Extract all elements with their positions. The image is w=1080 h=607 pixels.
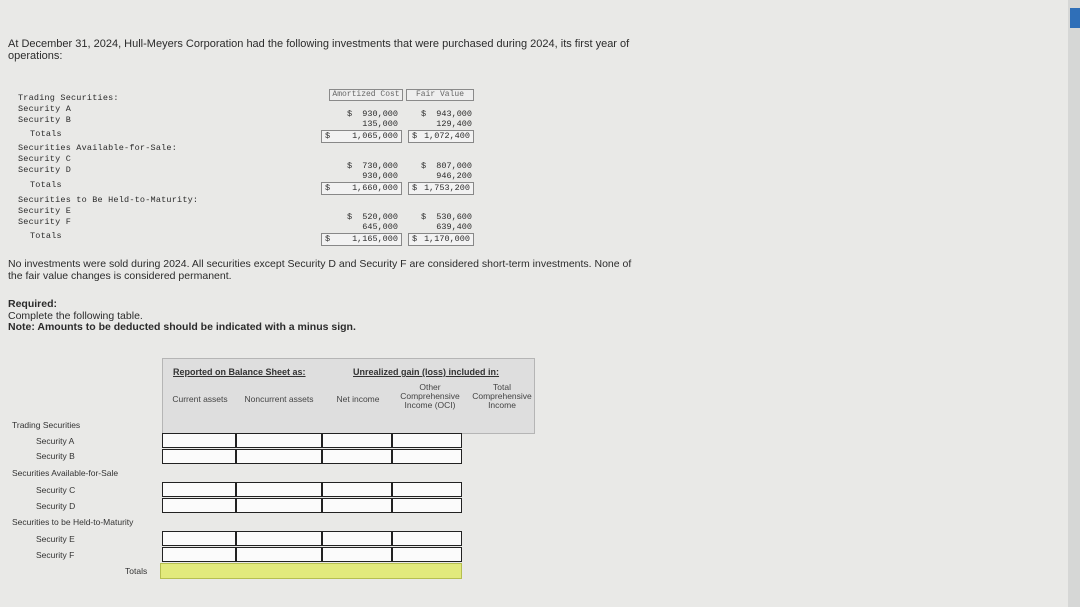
input-security-a-noncurrent-assets[interactable] bbox=[236, 433, 322, 448]
scroll-indicator bbox=[1070, 8, 1080, 28]
afs-totals-label: Totals bbox=[30, 180, 62, 190]
problem-paragraph bbox=[8, 258, 698, 282]
col-net-income: Net income bbox=[336, 394, 380, 404]
security-c-fair: $ 807,000 bbox=[420, 161, 472, 171]
security-d-cost: 930,000 bbox=[362, 171, 398, 181]
security-a-cost: $ 930,000 bbox=[346, 109, 398, 119]
required-instruction: Complete the following table. bbox=[8, 309, 143, 322]
input-security-b-oci[interactable] bbox=[392, 449, 462, 464]
fair-value-header: Fair Value bbox=[406, 89, 474, 101]
group-header-reported: Reported on Balance Sheet as: bbox=[173, 367, 306, 377]
afs-cost-total: $ 1,660,000 bbox=[321, 182, 402, 195]
row-label-security-a: Security A bbox=[36, 436, 75, 446]
input-security-d-oci[interactable] bbox=[392, 498, 462, 513]
trading-fair-total: $ 1,072,400 bbox=[408, 130, 474, 143]
row-label-security-e: Security E bbox=[36, 534, 75, 544]
security-b-label: Security B bbox=[18, 115, 72, 125]
input-security-b-current-assets[interactable] bbox=[162, 449, 236, 464]
input-security-b-net-income[interactable] bbox=[322, 449, 392, 464]
security-f-cost: 645,000 bbox=[362, 222, 398, 232]
security-b-cost: 135,000 bbox=[362, 119, 398, 129]
input-security-f-net-income[interactable] bbox=[322, 547, 392, 562]
row-label-trading: Trading Securities bbox=[12, 420, 81, 430]
intro-line-1: At December 31, 2024, Hull-Meyers Corporation had the following investments that were purchased during 2024, its first year of bbox=[8, 38, 630, 50]
input-security-b-noncurrent-assets[interactable] bbox=[236, 449, 322, 464]
input-security-c-oci[interactable] bbox=[392, 482, 462, 497]
totals-row-bar bbox=[160, 563, 462, 579]
input-security-f-current-assets[interactable] bbox=[162, 547, 236, 562]
required-title: Required: bbox=[8, 298, 58, 310]
paragraph-line-1: No investments were sold during 2024. All securities except Security D and Security F are considered short-term investments. None of bbox=[8, 258, 632, 270]
col-total-ci: Total Comprehensive Income bbox=[472, 382, 532, 410]
group-title-afs: Securities Available-for-Sale: bbox=[18, 143, 178, 153]
problem-intro bbox=[8, 38, 688, 62]
col-oci: Other Comprehensive Income (OCI) bbox=[400, 382, 460, 410]
htm-totals-label: Totals bbox=[30, 231, 62, 241]
row-label-security-c: Security C bbox=[36, 485, 76, 495]
security-f-label: Security F bbox=[18, 217, 72, 227]
input-security-e-current-assets[interactable] bbox=[162, 531, 236, 546]
security-e-cost: $ 520,000 bbox=[346, 212, 398, 222]
security-a-label: Security A bbox=[18, 104, 72, 114]
group-header-unrealized: Unrealized gain (loss) included in: bbox=[353, 367, 500, 377]
security-d-fair: 946,200 bbox=[436, 171, 472, 181]
input-security-d-net-income[interactable] bbox=[322, 498, 392, 513]
input-security-a-current-assets[interactable] bbox=[162, 433, 236, 448]
trading-totals-label: Totals bbox=[30, 129, 62, 139]
htm-cost-total: $ 1,165,000 bbox=[321, 233, 402, 246]
security-b-fair: 129,400 bbox=[436, 119, 472, 129]
intro-line-2: operations: bbox=[8, 50, 63, 62]
input-security-c-current-assets[interactable] bbox=[162, 482, 236, 497]
security-c-cost: $ 730,000 bbox=[346, 161, 398, 171]
group-title-trading: Trading Securities: bbox=[18, 93, 119, 103]
row-label-totals: Totals bbox=[125, 566, 148, 576]
afs-fair-total: $ 1,753,200 bbox=[408, 182, 474, 195]
answer-table-header bbox=[162, 358, 535, 434]
required-note: Note: Amounts to be deducted should be indicated with a minus sign. bbox=[8, 321, 356, 333]
col-current-assets: Current assets bbox=[172, 394, 228, 404]
input-security-e-oci[interactable] bbox=[392, 531, 462, 546]
col-noncurrent-assets: Noncurrent assets bbox=[244, 394, 314, 404]
security-f-fair: 639,400 bbox=[436, 222, 472, 232]
input-security-f-oci[interactable] bbox=[392, 547, 462, 562]
input-security-e-noncurrent-assets[interactable] bbox=[236, 531, 322, 546]
row-label-htm: Securities to be Held-to-Maturity bbox=[12, 517, 134, 527]
security-a-fair: $ 943,000 bbox=[420, 109, 472, 119]
htm-fair-total: $ 1,170,000 bbox=[408, 233, 474, 246]
input-security-a-net-income[interactable] bbox=[322, 433, 392, 448]
row-label-afs: Securities Available-for-Sale bbox=[12, 468, 119, 478]
input-security-c-net-income[interactable] bbox=[322, 482, 392, 497]
trading-cost-total: $ 1,065,000 bbox=[321, 130, 402, 143]
security-e-label: Security E bbox=[18, 206, 72, 216]
amortized-cost-header: Amortized Cost bbox=[329, 89, 403, 101]
answer-table bbox=[10, 358, 533, 580]
required-section bbox=[8, 299, 356, 334]
row-label-security-d: Security D bbox=[36, 501, 76, 511]
group-title-htm: Securities to Be Held-to-Maturity: bbox=[18, 195, 199, 205]
input-security-c-noncurrent-assets[interactable] bbox=[236, 482, 322, 497]
row-label-security-b: Security B bbox=[36, 451, 75, 461]
input-security-f-noncurrent-assets[interactable] bbox=[236, 547, 322, 562]
input-security-e-net-income[interactable] bbox=[322, 531, 392, 546]
security-d-label: Security D bbox=[18, 165, 72, 175]
security-e-fair: $ 530,600 bbox=[420, 212, 472, 222]
input-security-a-oci[interactable] bbox=[392, 433, 462, 448]
input-security-d-current-assets[interactable] bbox=[162, 498, 236, 513]
paragraph-line-2: the fair value changes is considered permanent. bbox=[8, 270, 232, 282]
input-security-d-noncurrent-assets[interactable] bbox=[236, 498, 322, 513]
security-c-label: Security C bbox=[18, 154, 72, 164]
screen-edge bbox=[1068, 0, 1080, 607]
row-label-security-f: Security F bbox=[36, 550, 75, 560]
